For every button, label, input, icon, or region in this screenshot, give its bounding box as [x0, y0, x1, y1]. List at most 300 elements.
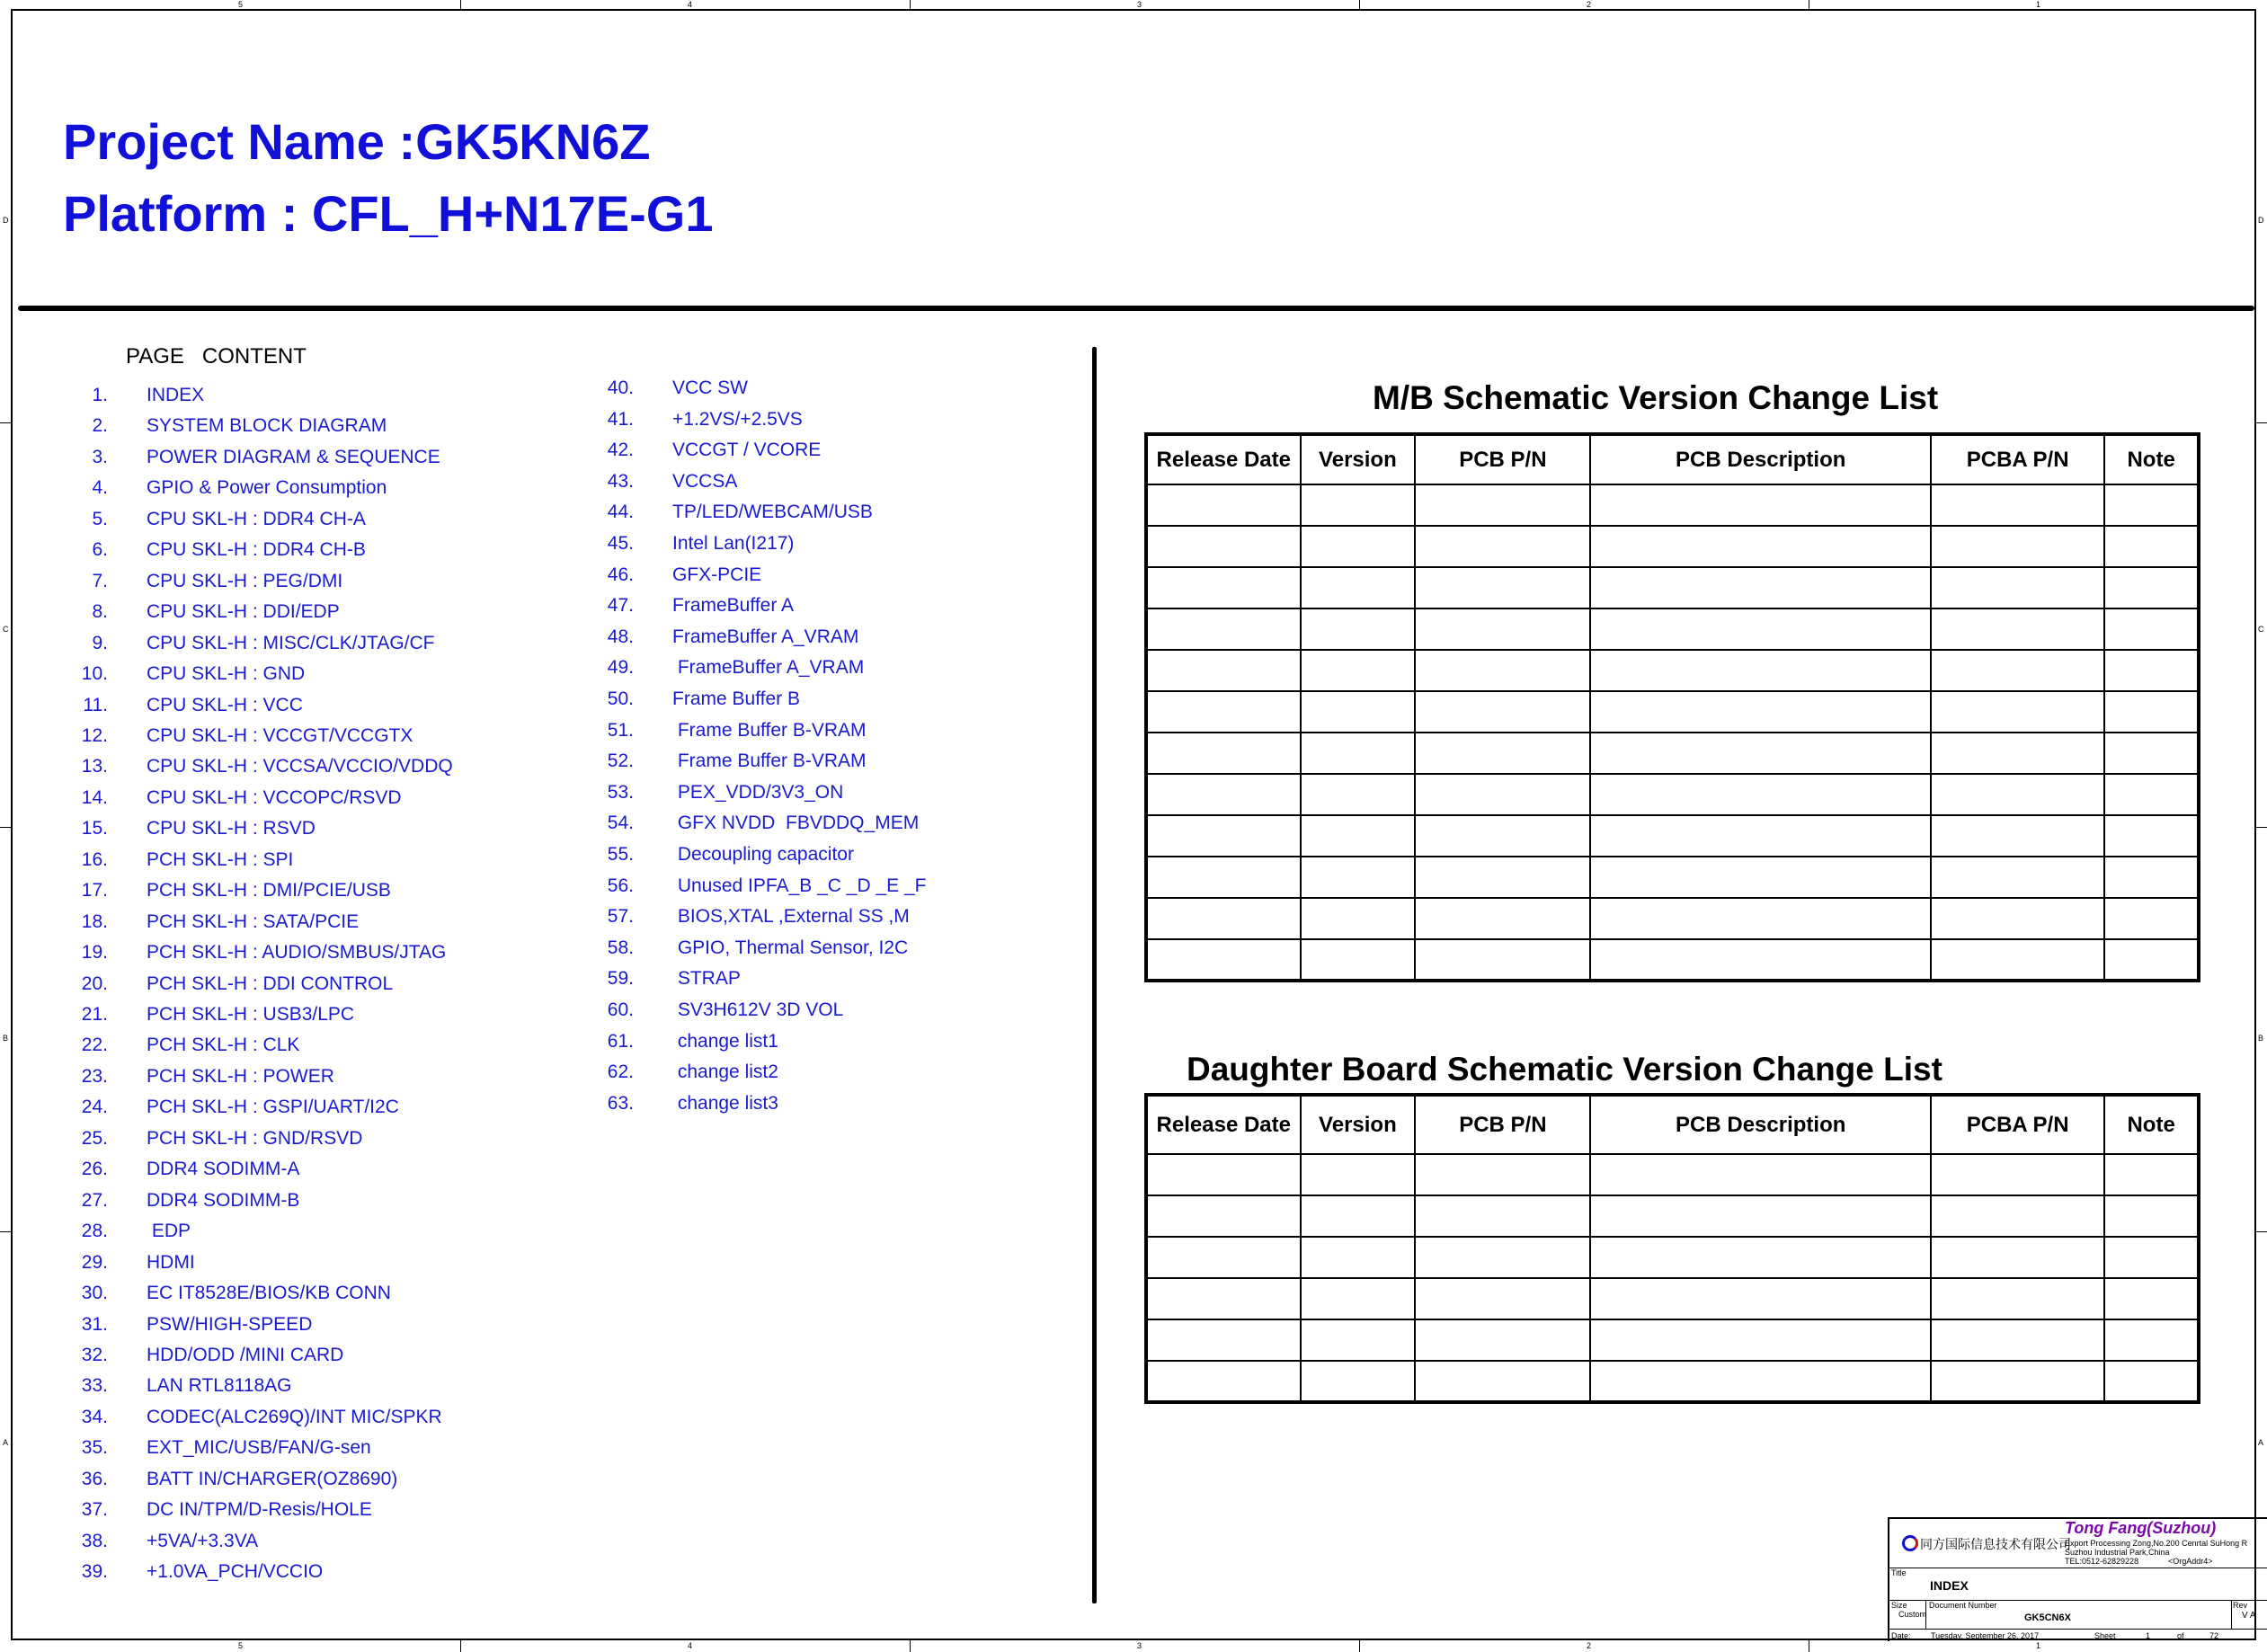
zone-tick	[0, 422, 11, 423]
toc-entry-title: SV3H612V 3D VOL	[672, 999, 844, 1020]
table-cell	[2104, 774, 2199, 815]
toc-entry-number: 2.	[92, 415, 108, 437]
table-cell	[1415, 774, 1590, 815]
toc-entry-number: 9.	[92, 632, 108, 653]
zone-tick	[1359, 0, 1360, 9]
zone-tick	[2256, 827, 2267, 828]
toc-entry-number: 31.	[81, 1313, 108, 1335]
table-header-cell: Release Date	[1146, 434, 1301, 484]
toc-entry-number: 26.	[81, 1159, 108, 1180]
table-cell	[1146, 1278, 1301, 1319]
table-cell	[2104, 939, 2199, 981]
table-cell	[1415, 1278, 1590, 1319]
table-cell	[1146, 1154, 1301, 1195]
table-cell	[1301, 1195, 1416, 1237]
table-cell	[1301, 608, 1416, 650]
table-cell	[1146, 1361, 1301, 1402]
table-cell	[1931, 733, 2104, 774]
toc-entry-title: CPU SKL-H : PEG/DMI	[147, 570, 343, 591]
toc-entry-title: Decoupling capacitor	[672, 844, 854, 865]
toc-entry-title: DDR4 SODIMM-A	[147, 1159, 300, 1180]
table-cell	[1590, 691, 1931, 733]
toc-entry-title: BIOS,XTAL ,External SS ,M	[672, 906, 910, 928]
toc-entry-number: 44.	[607, 502, 634, 523]
table-cell	[1590, 898, 1931, 939]
toc-entry-number: 56.	[607, 875, 634, 896]
table-header-cell: Release Date	[1146, 1095, 1301, 1154]
table-cell	[1301, 1237, 1416, 1278]
table-cell	[1415, 650, 1590, 691]
of-label: of	[2177, 1631, 2184, 1640]
table-row	[1146, 857, 2199, 898]
toc-entry-number: 14.	[81, 786, 108, 808]
toc-entry-title: LAN RTL8118AG	[147, 1375, 292, 1397]
table-cell	[1301, 1361, 1416, 1402]
table-cell	[1146, 815, 1301, 857]
table-cell	[2104, 815, 2199, 857]
table-cell	[1931, 857, 2104, 898]
toc-entry-title: VCCGT / VCORE	[672, 440, 822, 461]
table-cell	[1146, 1195, 1301, 1237]
toc-entry-title: DC IN/TPM/D-Resis/HOLE	[147, 1499, 372, 1521]
toc-entry-number: 46.	[607, 564, 634, 585]
table-cell	[1301, 939, 1416, 981]
toc-entry-number: 38.	[81, 1530, 108, 1551]
table-cell	[1590, 650, 1931, 691]
toc-entry-title: PCH SKL-H : GSPI/UART/I2C	[147, 1097, 399, 1118]
toc-entry-number: 59.	[607, 968, 634, 990]
toc-entry-number: 40.	[607, 377, 634, 398]
table-cell	[1415, 691, 1590, 733]
toc-entry-number: 7.	[92, 570, 108, 591]
toc-entry-title: Unused IPFA_B _C _D _E _F	[672, 875, 927, 896]
table-cell	[1301, 484, 1416, 526]
table-cell	[1301, 567, 1416, 608]
table-header-cell: PCB Description	[1590, 434, 1931, 484]
toc-entry-number: 57.	[607, 906, 634, 928]
db-table-title: Daughter Board Schematic Version Change List	[1187, 1051, 1943, 1088]
zone-tick	[2256, 1231, 2267, 1232]
table-header-cell: PCB P/N	[1415, 1095, 1590, 1154]
toc-entry-title: PCH SKL-H : USB3/LPC	[147, 1004, 355, 1025]
table-cell	[1146, 1237, 1301, 1278]
table-header-cell: Note	[2104, 1095, 2199, 1154]
table-header-cell: Version	[1301, 434, 1416, 484]
title-block	[1888, 1517, 2267, 1641]
company-name-cn: 同方国际信息技术有限公司	[1920, 1537, 2071, 1551]
toc-entry-number: 10.	[81, 663, 108, 685]
table-cell	[1931, 1154, 2104, 1195]
toc-entry-number: 15.	[81, 818, 108, 839]
toc-entry-title: GPIO, Thermal Sensor, I2C	[672, 937, 909, 958]
table-cell	[1590, 567, 1931, 608]
table-header-cell: PCBA P/N	[1931, 1095, 2104, 1154]
doc-number-label: Document Number	[1929, 1601, 1997, 1610]
table-row	[1146, 1195, 2199, 1237]
company-org: <OrgAddr4>	[2168, 1557, 2213, 1566]
toc-entry-number: 53.	[607, 781, 634, 803]
toc-entry-title: PCH SKL-H : GND/RSVD	[147, 1127, 363, 1149]
toc-entry-number: 41.	[607, 408, 634, 430]
table-row	[1146, 939, 2199, 981]
toc-entry-title: STRAP	[672, 968, 741, 990]
toc-entry-number: 33.	[81, 1375, 108, 1397]
zone-tick	[0, 827, 11, 828]
toc-entry-title: EXT_MIC/USB/FAN/G-sen	[147, 1437, 371, 1459]
table-header-cell: PCBA P/N	[1931, 434, 2104, 484]
toc-entry-title: GFX-PCIE	[672, 564, 762, 585]
toc-entry-number: 28.	[81, 1221, 108, 1242]
zone-tick	[0, 1231, 11, 1232]
table-cell	[1931, 608, 2104, 650]
table-cell	[2104, 733, 2199, 774]
date-label: Date:	[1891, 1631, 1911, 1640]
rev-value: V A	[2242, 1611, 2256, 1621]
title-value: INDEX	[1930, 1578, 1969, 1593]
table-row	[1146, 1237, 2199, 1278]
table-cell	[1931, 1195, 2104, 1237]
table-row	[1146, 1361, 2199, 1402]
company-address-2: Suzhou Industrial Park,China	[2065, 1548, 2170, 1557]
table-cell	[1931, 526, 2104, 567]
table-cell	[1301, 733, 1416, 774]
zone-number-bottom: 1	[2036, 1641, 2041, 1650]
table-cell	[2104, 526, 2199, 567]
table-cell	[1146, 608, 1301, 650]
toc-entry-title: VCC SW	[672, 377, 748, 398]
toc-entry-number: 61.	[607, 1030, 634, 1052]
table-row	[1146, 691, 2199, 733]
table-cell	[1415, 857, 1590, 898]
zone-number-top: 2	[1587, 0, 1592, 9]
toc-entry-number: 20.	[81, 973, 108, 994]
toc-entry-number: 36.	[81, 1468, 108, 1489]
toc-entry-title: GFX NVDD FBVDDQ_MEM	[672, 813, 920, 834]
zone-tick	[1359, 1640, 1360, 1652]
table-cell	[2104, 650, 2199, 691]
table-cell	[1931, 1361, 2104, 1402]
toc-entry-number: 45.	[607, 533, 634, 554]
toc-entry-title: EDP	[147, 1221, 191, 1242]
table-cell	[2104, 484, 2199, 526]
toc-entry-title: Frame Buffer B	[672, 688, 800, 709]
toc-entry-title: PCH SKL-H : DDI CONTROL	[147, 973, 394, 994]
toc-entry-number: 12.	[81, 724, 108, 746]
toc-entry-title: PCH SKL-H : SATA/PCIE	[147, 910, 360, 932]
toc-entry-title: change list2	[672, 1061, 778, 1083]
table-cell	[1146, 1319, 1301, 1361]
table-cell	[2104, 1361, 2199, 1402]
db-version-table	[1144, 1093, 2200, 1404]
toc-entry-number: 17.	[81, 880, 108, 901]
table-row	[1146, 774, 2199, 815]
table-cell	[1931, 898, 2104, 939]
zone-tick	[2256, 422, 2267, 423]
table-cell	[1146, 484, 1301, 526]
table-row	[1146, 733, 2199, 774]
toc-entry-title: PEX_VDD/3V3_ON	[672, 781, 844, 803]
toc-entry-number: 6.	[92, 539, 108, 561]
sheet-value: 1	[2146, 1631, 2151, 1640]
table-cell	[1590, 815, 1931, 857]
toc-entry-title: FrameBuffer A_VRAM	[672, 657, 865, 679]
toc-entry-number: 49.	[607, 657, 634, 679]
zone-tick	[910, 0, 911, 9]
toc-entry-title: change list3	[672, 1092, 778, 1114]
toc-entry-number: 52.	[607, 751, 634, 772]
toc-entry-number: 58.	[607, 937, 634, 958]
toc-entry-number: 37.	[81, 1499, 108, 1521]
toc-entry-title: CPU SKL-H : DDR4 CH-B	[147, 539, 366, 561]
toc-entry-number: 30.	[81, 1283, 108, 1304]
toc-entry-number: 21.	[81, 1004, 108, 1025]
toc-entry-title: CPU SKL-H : DDI/EDP	[147, 601, 340, 623]
toc-entry-title: PCH SKL-H : AUDIO/SMBUS/JTAG	[147, 942, 447, 964]
table-cell	[2104, 898, 2199, 939]
table-cell	[1146, 939, 1301, 981]
toc-entry-number: 51.	[607, 719, 634, 741]
title-block-date-row	[1889, 1629, 2267, 1643]
table-cell	[1301, 857, 1416, 898]
table-cell	[1931, 1319, 2104, 1361]
table-row	[1146, 1319, 2199, 1361]
zone-number-top: 3	[1137, 0, 1142, 9]
toc-entry-title: Intel Lan(I217)	[672, 533, 795, 554]
zone-letter: C	[3, 625, 9, 634]
company-name: Tong Fang(Suzhou)	[2065, 1519, 2217, 1537]
table-cell	[1931, 939, 2104, 981]
toc-entry-number: 3.	[92, 446, 108, 467]
table-row	[1146, 484, 2199, 526]
table-cell	[1301, 691, 1416, 733]
toc-entry-number: 13.	[81, 756, 108, 777]
table-cell	[1590, 526, 1931, 567]
doc-number-value: GK5CN6X	[2024, 1612, 2071, 1623]
toc-entry-title: POWER DIAGRAM & SEQUENCE	[147, 446, 440, 467]
table-cell	[1415, 733, 1590, 774]
table-cell	[1590, 1154, 1931, 1195]
toc-entry-number: 19.	[81, 942, 108, 964]
toc-entry-number: 54.	[607, 813, 634, 834]
table-cell	[1590, 733, 1931, 774]
title-block-company-row	[1889, 1519, 2267, 1568]
toc-entry-title: INDEX	[147, 385, 205, 405]
zone-letter: A	[2258, 1438, 2264, 1447]
table-cell	[2104, 691, 2199, 733]
table-cell	[1415, 1237, 1590, 1278]
toc-entry-number: 42.	[607, 440, 634, 461]
zone-letter: D	[3, 216, 9, 225]
table-row	[1146, 1154, 2199, 1195]
toc-entry-number: 22.	[81, 1035, 108, 1056]
table-cell	[1301, 1154, 1416, 1195]
table-cell	[1146, 650, 1301, 691]
toc-entry-number: 4.	[92, 477, 108, 499]
table-cell	[1415, 608, 1590, 650]
toc-entry-title: HDMI	[147, 1251, 195, 1273]
company-address-1: Export Processing Zong,No.200 Cenrtal SuHong R	[2065, 1539, 2248, 1548]
toc-entry-number: 34.	[81, 1406, 108, 1427]
toc-entry-title: +1.0VA_PCH/VCCIO	[147, 1561, 324, 1583]
toc-entry-title: CPU SKL-H : MISC/CLK/JTAG/CF	[147, 632, 435, 653]
table-row	[1146, 815, 2199, 857]
table-cell	[1415, 484, 1590, 526]
toc-entry-title: VCCSA	[672, 470, 738, 492]
zone-tick	[460, 1640, 461, 1652]
toc-entry-title: PCH SKL-H : POWER	[147, 1065, 334, 1087]
table-cell	[1931, 567, 2104, 608]
table-header-cell: PCB Description	[1590, 1095, 1931, 1154]
toc-entry-title: PCH SKL-H : CLK	[147, 1035, 300, 1056]
table-cell	[2104, 608, 2199, 650]
rev-label: Rev	[2233, 1601, 2248, 1610]
table-cell	[1590, 1237, 1931, 1278]
table-cell	[1415, 898, 1590, 939]
section-divider	[1092, 347, 1097, 1603]
table-cell	[1146, 733, 1301, 774]
toc-entry-number: 18.	[81, 910, 108, 932]
table-row	[1146, 567, 2199, 608]
mb-version-table	[1144, 432, 2200, 982]
table-cell	[1931, 774, 2104, 815]
toc-entry-title: FrameBuffer A	[672, 595, 795, 617]
table-cell	[1931, 484, 2104, 526]
table-header-cell: Version	[1301, 1095, 1416, 1154]
table-cell	[1590, 774, 1931, 815]
table-cell	[1415, 1154, 1590, 1195]
toc-entry-title: change list1	[672, 1030, 778, 1052]
toc-entry-number: 60.	[607, 999, 634, 1020]
toc-entry-number: 32.	[81, 1344, 108, 1365]
table-cell	[1415, 526, 1590, 567]
table-cell	[1931, 815, 2104, 857]
zone-tick	[460, 0, 461, 9]
table-cell	[1590, 1319, 1931, 1361]
table-cell	[1301, 650, 1416, 691]
toc-entry-number: 62.	[607, 1061, 634, 1083]
table-cell	[2104, 1154, 2199, 1195]
table-cell	[1415, 567, 1590, 608]
title-label: Title	[1891, 1568, 1907, 1577]
toc-entry-title: EC IT8528E/BIOS/KB CONN	[147, 1283, 391, 1304]
table-cell	[2104, 1278, 2199, 1319]
table-cell	[1146, 526, 1301, 567]
toc-entry-number: 27.	[81, 1189, 108, 1211]
table-cell	[1301, 774, 1416, 815]
toc-entry-number: 24.	[81, 1097, 108, 1118]
table-row	[1146, 526, 2199, 567]
project-name: Project Name :GK5KN6Z	[63, 113, 651, 170]
toc-entry-title: BATT IN/CHARGER(OZ8690)	[147, 1468, 398, 1489]
toc-entry-title: FrameBuffer A_VRAM	[672, 626, 859, 647]
toc-entry-title: CPU SKL-H : VCCGT/VCCGTX	[147, 724, 413, 746]
table-cell	[1931, 1237, 2104, 1278]
table-cell	[1931, 691, 2104, 733]
table-cell	[2104, 857, 2199, 898]
table-cell	[1590, 484, 1931, 526]
toc-entry-title: CPU SKL-H : VCCOPC/RSVD	[147, 786, 402, 808]
table-cell	[2104, 567, 2199, 608]
header-divider	[18, 306, 2254, 311]
toc-entry-number: 16.	[81, 848, 108, 870]
table-cell	[1415, 939, 1590, 981]
toc-entry-title: +1.2VS/+2.5VS	[672, 408, 803, 430]
mb-table-title: M/B Schematic Version Change List	[1373, 379, 1939, 416]
of-value: 72	[2209, 1631, 2219, 1640]
zone-number-top: 1	[2036, 0, 2041, 9]
table-cell	[1301, 815, 1416, 857]
table-header-cell: Note	[2104, 434, 2199, 484]
table-row	[1146, 650, 2199, 691]
table-row	[1146, 608, 2199, 650]
toc-entry-number: 5.	[92, 508, 108, 529]
zone-tick	[910, 1640, 911, 1652]
toc-entry-title: HDD/ODD /MINI CARD	[147, 1344, 344, 1365]
toc-entry-number: 25.	[81, 1127, 108, 1149]
toc-entry-number: 50.	[607, 688, 634, 709]
zone-number-bottom: 5	[238, 1641, 244, 1650]
table-cell	[1931, 1278, 2104, 1319]
table-cell	[1146, 898, 1301, 939]
table-cell	[1590, 857, 1931, 898]
toc-entry-number: 29.	[81, 1251, 108, 1273]
zone-number-top: 5	[238, 0, 244, 9]
table-cell	[1590, 1361, 1931, 1402]
sheet-label: Sheet	[2094, 1631, 2116, 1640]
toc-entry-number: 39.	[81, 1561, 108, 1583]
title-block-title-row	[1889, 1568, 2267, 1601]
zone-letter: C	[2258, 625, 2264, 634]
toc-entry-title: SYSTEM BLOCK DIAGRAM	[147, 415, 387, 437]
toc-entry-title: TP/LED/WEBCAM/USB	[672, 502, 873, 523]
toc-entry-title: CPU SKL-H : VCC	[147, 694, 303, 715]
toc-entry-title: CPU SKL-H : VCCSA/VCCIO/VDDQ	[147, 756, 453, 777]
zone-number-bottom: 3	[1137, 1641, 1142, 1650]
toc-entry-title: CPU SKL-H : DDR4 CH-A	[147, 508, 366, 529]
title-block-doc-row	[1889, 1600, 2267, 1630]
zone-letter: B	[3, 1034, 9, 1043]
toc-entry-number: 63.	[607, 1092, 634, 1114]
table-cell	[1590, 939, 1931, 981]
table-cell	[1146, 774, 1301, 815]
toc-entry-number: 35.	[81, 1437, 108, 1459]
toc-entry-title: PCH SKL-H : SPI	[147, 848, 294, 870]
toc-entry-number: 23.	[81, 1065, 108, 1087]
toc-entry-number: 47.	[607, 595, 634, 617]
toc-entry-title: Frame Buffer B-VRAM	[672, 751, 867, 772]
toc-entry-number: 43.	[607, 470, 634, 492]
table-cell	[1590, 1278, 1931, 1319]
page-content-header: PAGE CONTENT	[126, 344, 307, 369]
table-cell	[1590, 608, 1931, 650]
toc-entry-number: 8.	[92, 601, 108, 623]
toc-entry-number: 48.	[607, 626, 634, 647]
toc-entry-number: 1.	[92, 385, 108, 405]
table-cell	[1415, 1195, 1590, 1237]
table-cell	[1415, 1319, 1590, 1361]
table-header-cell: PCB P/N	[1415, 434, 1590, 484]
table-cell	[2104, 1319, 2199, 1361]
toc-entry-number: 55.	[607, 844, 634, 865]
table-cell	[1146, 857, 1301, 898]
table-cell	[2104, 1237, 2199, 1278]
toc-entry-title: DDR4 SODIMM-B	[147, 1189, 300, 1211]
table-cell	[2104, 1195, 2199, 1237]
toc-entry-title: PSW/HIGH-SPEED	[147, 1313, 313, 1335]
toc-entry-title: PCH SKL-H : DMI/PCIE/USB	[147, 880, 391, 901]
toc-entry-title: CPU SKL-H : GND	[147, 663, 306, 685]
date-value: Tuesday, September 26, 2017	[1931, 1631, 2040, 1640]
